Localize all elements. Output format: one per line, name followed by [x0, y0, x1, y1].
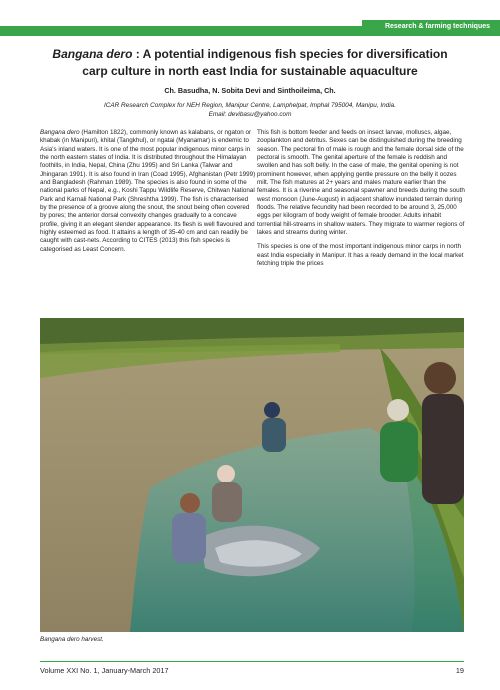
right-paragraph-2: This species is one of the most important indigenous minor carps in north east India especially in Manipur. It has a ready demand in the local market fetching triple the prices [257, 243, 464, 268]
photo-caption: Bangana dero harvest. [40, 636, 104, 643]
affiliation-block [40, 101, 460, 119]
right-column [257, 129, 467, 275]
harvest-photo [40, 318, 464, 632]
footer-rule [40, 661, 464, 662]
authors: Ch. Basudha, N. Sobita Devi and Sinthoileima, Ch. [164, 86, 336, 95]
email: Email: devibasu@yahoo.com [208, 111, 292, 118]
page-number: 19 [455, 666, 464, 675]
section-tab: Research & farming techniques [362, 20, 500, 33]
issue-info: Volume XXI No. 1, January-March 2017 [40, 666, 169, 675]
title-species: Bangana dero [52, 47, 133, 61]
left-paragraph-1-text: (Hamilton 1822), commonly known as kalabans, or ngaton or khabak (in Manipuri), khital (Tangkhul), or ngatai (Myanamar) is endemic to Asia's inland waters. It is one of the most popular indigenous minor carps in the north eastern states of India. It is distributed throughout the Himalayan foothills, in India, Nepal, China (Zhu 1995) and Sri Lanka (Talwar and Jhingaran 1991). It is also found in Iran (Coad 1995), Afghanistan (Petr 1999) and Bangladesh (Rahman 1989). The species is also found in some of the national parks of Nepal, e.g., Koshi Tappu Wildlife Reserve, Chitwan National Park and Karnali National Park (Shreshtha 1999). The fish is characterised by the presence of a groove along the snout, the snout being often covered by pores; the anterior dorsal convexity changes gradually to a concave profile, giving it an elegant slender appearance. Its flesh is well flavoured and highly esteemed as food. It attains a length of 35-40 cm and can readily be caught with cast-nets. According to CITES (2013) this fish species is categorised as Least Concern. [40, 129, 256, 253]
article-title [40, 46, 460, 80]
right-paragraph-1: This fish is bottom feeder and feeds on insect larvae, molluscs, algae, zooplankton and detritus. Sexes can be distinguished during the breeding season. The pectoral fin of male is rough and the female dorsal side of the pectoral is smooth. The genital aperture of the female is reddish and swollen and has soft belly. In the case of male, the genital opening is not prominent however, when applying gentle pressure on the belly it oozes milt. The fish matures at 2+ years and males mature earlier than the females. It is a riverine and seasonal spawner and breeds during the south west monsoon (June-August) in adjacent shallow inundated terrain during floods. The relative fecundity had been recorded to be around 3, 25,000 eggs per kilogram of body weight of female brooder. Adults inhabit torrential hill-streams in shallow waters. They migrate to warmer regions of lakes and streams during winter. [257, 129, 465, 237]
harvest-photo-illustration [40, 318, 464, 632]
species-name: Bangana dero [40, 129, 80, 136]
left-paragraph-1 [40, 129, 256, 254]
title-rest: : A potential indigenous fish species for diversification carp culture in north east India for sustainable aquaculture [82, 47, 448, 78]
left-column [40, 129, 256, 260]
affiliation: ICAR Research Complex for NEH Region, Manipur Centre, Lamphelpat, Imphal 795004, Manipu, India. [104, 102, 396, 109]
